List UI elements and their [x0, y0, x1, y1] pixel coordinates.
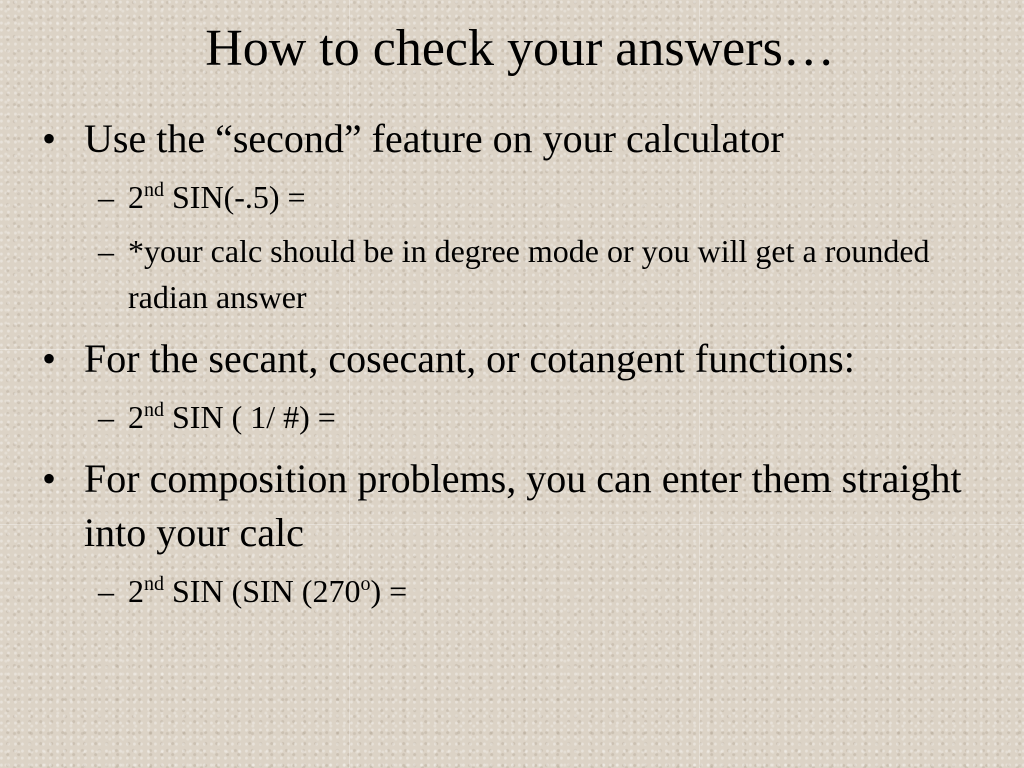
superscript: nd	[144, 573, 164, 595]
sub-item-prefix: 2	[128, 179, 144, 215]
sub-item-text-end: ) =	[370, 573, 408, 609]
bullet-icon: •	[42, 456, 57, 501]
slide-title: How to check your answers…	[205, 20, 835, 77]
dash-icon: –	[98, 179, 114, 215]
sub-item-prefix: 2	[128, 399, 144, 435]
bullet-text: Use the “second” feature on your calculator	[84, 116, 784, 161]
superscript: nd	[144, 179, 164, 201]
sub-item-inverse-sine	[40, 174, 980, 220]
slide-body	[40, 112, 980, 614]
bullet-text: For composition problems, you can enter them straight into your calc	[84, 456, 962, 555]
sub-item-text: *your calc should be in degree mode or you will get a rounded radian answer	[128, 233, 930, 315]
degree-superscript: o	[360, 573, 371, 595]
sub-item-composition-formula	[40, 568, 980, 614]
sub-item-text: SIN(-.5) =	[164, 179, 306, 215]
bullet-item-composition	[40, 452, 980, 560]
dash-icon: –	[98, 399, 114, 435]
bullet-item-calculator	[40, 112, 980, 166]
sub-item-text: SIN ( 1/ #) =	[164, 399, 336, 435]
dash-icon: –	[98, 233, 114, 269]
bullet-text: For the secant, cosecant, or cotangent functions:	[84, 336, 855, 381]
superscript: nd	[144, 399, 164, 421]
sub-item-reciprocal-formula	[40, 394, 980, 440]
sub-item-prefix: 2	[128, 573, 144, 609]
sub-item-degree-mode-note	[40, 228, 980, 320]
bullet-icon: •	[42, 336, 57, 381]
bullet-icon: •	[42, 116, 57, 161]
sub-item-text: SIN (SIN (270	[164, 573, 361, 609]
dash-icon: –	[98, 573, 114, 609]
bullet-item-reciprocal-functions	[40, 332, 980, 386]
